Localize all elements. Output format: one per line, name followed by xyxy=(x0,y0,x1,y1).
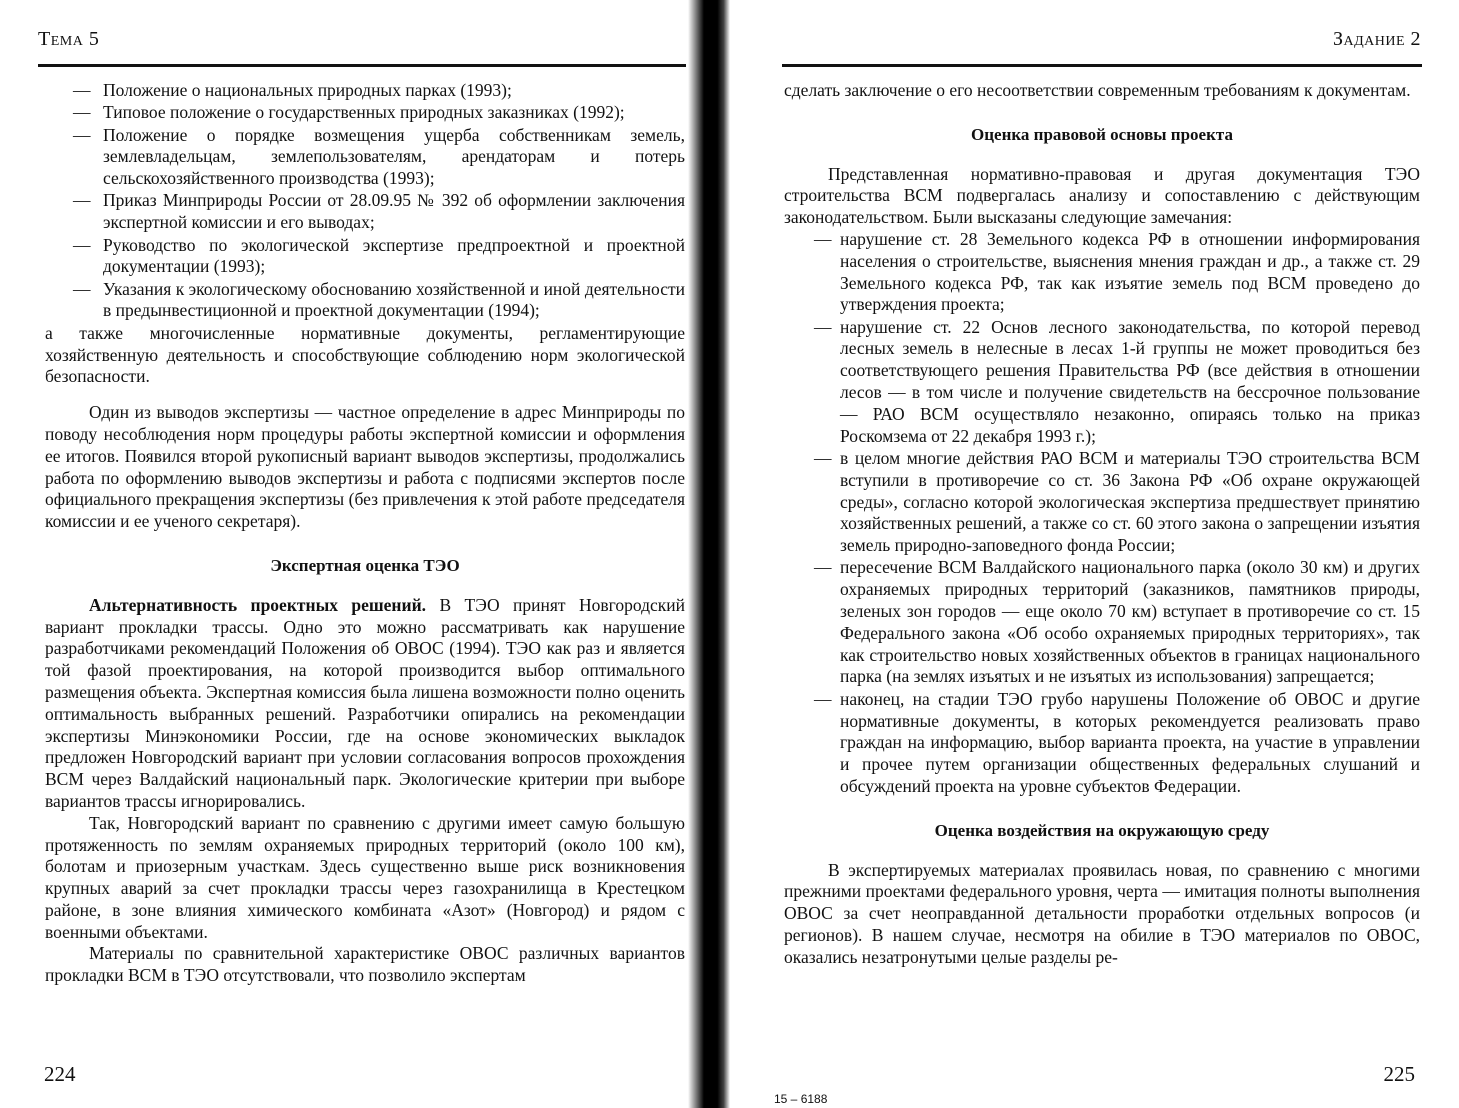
list-item: — в целом многие действия РАО ВСМ и материалы ТЭО строительства ВСМ вступили в противоречие со ст. 36 Закона РФ «Об охране окружающей среды», согласно которой экологическая экспертиза предшествует принятию хозяйственных решений, а также со ст. 60 этого закона о запрещении изъятия земель природно-заповедного фонда России; xyxy=(784,448,1420,557)
right-page-body xyxy=(784,80,1420,968)
book-gutter xyxy=(688,0,730,1108)
list-item: — Указания к экологическому обоснованию хозяйственной и иной деятельности в предынвестиционной и проектной документации (1994); xyxy=(45,279,685,323)
header-rule-right xyxy=(782,64,1422,67)
list-item: — Типовое положение о государственных природных заказниках (1992); xyxy=(45,102,685,124)
list-item: — пересечение ВСМ Валдайского национального парка (около 30 км) и других охраняемых природных территорий (заказников, памятников природы, зеленых зон городов — еще около 70 км) вступает в противоречие со ст. 15 Федерального закона «Об особо охраняемых природных территориях», так как строительство новых хозяйственных объектов в границах национального парка (на землях изъятых и не изъятых из использования) запрещается; xyxy=(784,557,1420,688)
running-head-right: Задание 2 xyxy=(1332,28,1421,50)
list-item: — Положение о порядке возмещения ущерба собственникам земель, землевладельцам, землепользователям, арендаторам и потерь сельскохозяйственного производства (1993); xyxy=(45,125,685,190)
list-item: — Положение о национальных природных парках (1993); xyxy=(45,80,685,102)
list-item: — нарушение ст. 22 Основ лесного законодательства, по которой перевод лесных земель в нелесные в лесах 1-й группы не может проводиться без соответствующего решения Правительства РФ (все действия в отношении лесов — в том числе и получение свидетельств на бессрочное пользование — РАО ВСМ осуществляло незаконно, опираясь только на приказ Роскомзема от 22 декабря 1993 г.); xyxy=(784,317,1420,448)
section-heading: Оценка правовой основы проекта xyxy=(971,124,1233,144)
paragraph: сделать заключение о его несоответствии современным требованиям к документам. xyxy=(784,80,1411,100)
list-item: — нарушение ст. 28 Земельного кодекса РФ в отношении информирования населения о строительстве, выяснения мнения граждан и др., а также ст. 29 Земельного кодекса РФ, так как изъятие земель под ВСМ проведено до утверждения проекта; xyxy=(784,229,1420,316)
paragraph: Так, Новгородский вариант по сравнению с другими имеет самую большую протяженность по землям охраняемых природных территорий (около 100 км), болотам и приозерным участкам. Здесь существенно выше риск возникновения крупных аварий за счет прокладки трассы через газохранилища в Крестецком районе, в зоне влияния химического комбината «Азот» (Новгород) и рядом с военными объектами. xyxy=(45,812,685,942)
paragraph: В экспертируемых материалах проявилась новая, по сравнению с многими прежними проектами федерального уровня, черта — имитация полноты выполнения ОВОС за счет неоправданной детальности проработки отдельных вопросов (и регионов). В нашем случае, несмотря на обилие в ТЭО материалов по ОВОС, оказались незатронутыми целые разделы ре- xyxy=(784,859,1420,967)
running-head-left: Тема 5 xyxy=(38,28,100,50)
paragraph: Представленная нормативно-правовая и другая документация ТЭО строительства ВСМ подвергалась анализу и сопоставлению с действующим законодательством. Были высказаны следующие замечания: xyxy=(784,163,1420,228)
list-item: — наконец, на стадии ТЭО грубо нарушены Положение об ОВОС и другие нормативные документы, в которых рекомендуется реализовать право граждан на информацию, выбор варианта проекта, на участие в управлении и прочее путем организации общественных федеральных слушаний и обсуждений проекта на уровне субъектов Федерации. xyxy=(784,689,1420,798)
right-page xyxy=(740,0,1459,1108)
list-item: — Приказ Минприроды России от 28.09.95 № 392 об оформлении заключения экспертной комиссии и его выводах; xyxy=(45,190,685,234)
paragraph xyxy=(45,595,685,813)
left-page xyxy=(0,0,700,1108)
section-heading: Оценка воздействия на окружающую среду xyxy=(934,820,1270,840)
paragraph: а также многочисленные нормативные документы, регламентирующие хозяйственную деятельность и способствующие соблюдению норм экологической безопасности. xyxy=(45,322,685,387)
regulations-list xyxy=(45,80,685,322)
header-rule-left xyxy=(38,64,686,67)
remarks-list xyxy=(784,229,1420,798)
paragraph: Материалы по сравнительной характеристике ОВОС различных вариантов прокладки ВСМ в ТЭО отсутствовали, что позволило экспертам xyxy=(45,943,685,986)
paragraph-text: В ТЭО принят Новгородский вариант прокладки трассы. Одно это можно рассматривать как нарушение разработчиками рекомендаций Положения об ОВОС (1994). ТЭО как раз и является той фазой проектирования, на которой производится выбор оптимального размещения объекта. Экспертная комиссия была лишена возможности полно оценить оптимальность выбранных решений. Разработчики опирались на рекомендации экспертизы Минэкономики России, где на основе экономических выкладок предложен Новгородский вариант при условии согласования вопросов прохождения ВСМ через Валдайский национальный парк. Экологические критерии при выборе вариантов трассы игнорировались. xyxy=(45,594,685,811)
page-number-left: 224 xyxy=(44,1062,76,1086)
list-item: — Руководство по экологической экспертизе предпроектной и проектной документации (1993); xyxy=(45,235,685,279)
printer-signature: 15 – 6188 xyxy=(774,1092,828,1106)
left-page-body xyxy=(45,80,685,987)
paragraph: Один из выводов экспертизы — частное определение в адрес Минприроды по поводу несоблюдения норм процедуры работы экспертной комиссии и оформления ее итогов. Появился второй рукописный вариант выводов экспертизы, продолжались работа по оформлению выводов экспертизы и работа с подписями экспертов после официального прекращения экспертизы (без привлечения к этой работе председателя комиссии и ее ученого секретаря). xyxy=(45,402,685,532)
section-heading: Экспертная оценка ТЭО xyxy=(270,555,460,575)
paragraph-lead: Альтернативность проектных решений. xyxy=(89,594,427,615)
page-number-right: 225 xyxy=(1383,1062,1415,1086)
